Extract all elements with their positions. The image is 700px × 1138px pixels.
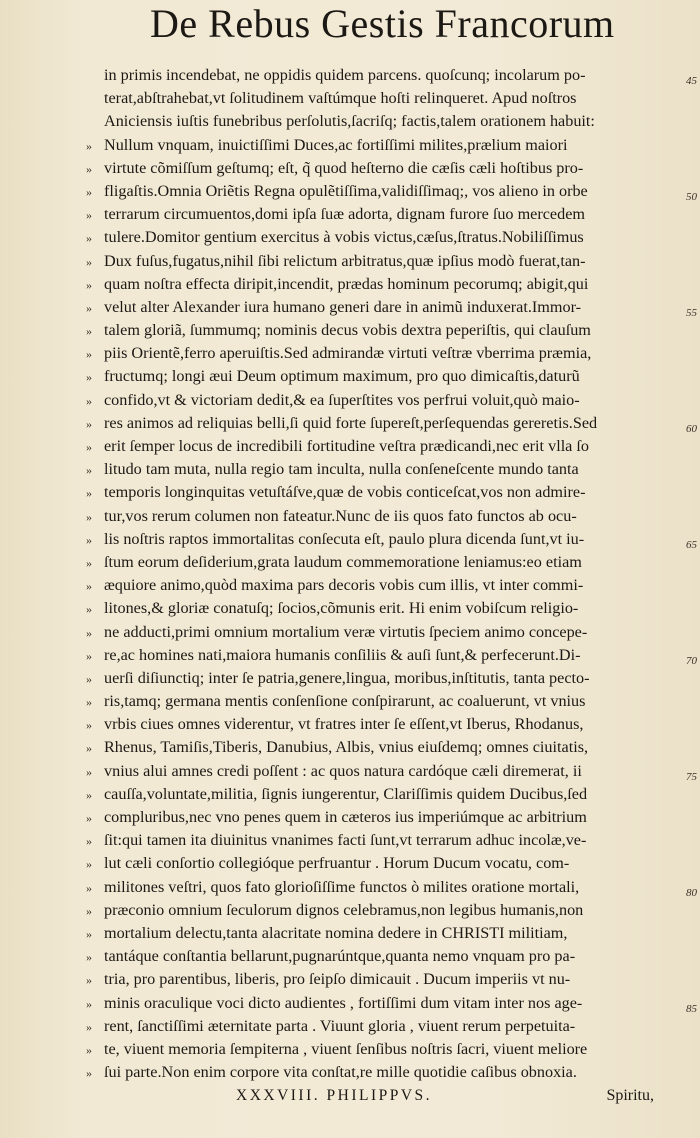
text-line [86, 528, 697, 551]
text-line [86, 667, 682, 690]
line-text: in primis incendebat, ne oppidis quidem parcens. quoſcunq; incolarum po- [104, 66, 586, 84]
line-text: compluribus,nec vno penes quem in cæteros ius imperiúmque ac arbitrium [104, 808, 587, 826]
quotation-mark: » [86, 138, 92, 153]
section-heading-line [86, 1084, 682, 1107]
line-text: confido,vt & victoriam dedit,& ea ſuperſtites vos perfrui voluit,quò maio- [104, 390, 580, 409]
quotation-mark: » [86, 1066, 92, 1081]
text-line [86, 992, 697, 1015]
line-text: tria, pro parentibus, liberis, pro ſeipſo dimicauit . Ducum imperiis vt nu- [104, 970, 571, 989]
quotation-mark: » [86, 324, 92, 339]
quotation-mark: » [86, 880, 92, 895]
quotation-mark: » [86, 695, 92, 710]
line-text: minis oraculique voci dicto audientes , fortiſſimi dum vitam inter nos age- [104, 993, 583, 1012]
quotation-mark: » [86, 532, 92, 547]
text-line [86, 783, 682, 806]
text-line [86, 134, 682, 157]
text-line [86, 644, 697, 667]
text-line [86, 64, 697, 87]
line-text: virtute cõmiſſum geſtumq; eſt, q̃ quod heſterno die cæſis cæli hoſtibus pro- [104, 158, 584, 177]
quotation-mark: » [86, 579, 92, 594]
text-line [86, 319, 682, 342]
margin-line-number: 70 [686, 654, 697, 667]
quotation-mark: » [86, 973, 92, 988]
text-line [86, 829, 682, 852]
text-line [86, 551, 682, 574]
line-text: rent, ſanctiſſimi æternitate parta . Viuunt gloria , viuent rerum perpetuita- [104, 1016, 576, 1035]
text-line [86, 968, 682, 991]
line-text: res animos ad reliquias belli,ſi quid forte ſupereſt,perſequendas gereretis.Sed [104, 413, 598, 432]
text-line [86, 922, 682, 945]
line-text: ſit:qui tamen ita diuinitus vnanimes facti ſunt,vt terrarum adhuc incolæ,ve- [104, 831, 587, 850]
text-line [86, 876, 697, 899]
text-line [86, 760, 697, 783]
margin-line-number: 55 [686, 306, 697, 319]
line-text: vrbis ciues omnes viderentur, vt fratres inter ſe eſſent,vt Iberus, Rhodanus, [104, 715, 584, 734]
quotation-mark: » [86, 718, 92, 733]
quotation-mark: » [86, 648, 92, 663]
text-line [86, 1015, 682, 1038]
text-line [86, 273, 682, 296]
quotation-mark: » [86, 300, 92, 315]
line-text: ſui parte.Non enim corpore vita conſtat,re mille quotidie caſibus obnoxia. [104, 1063, 577, 1082]
line-text: Rhenus, Tamiſis,Tiberis, Danubius, Albis, vnius eiuſdemq; omnes ciuitatis, [104, 738, 589, 757]
line-text: Aniciensis iuſtis funebribus perſolutis,ſacriſq; factis,talem orationem habuit: [104, 112, 595, 131]
line-text: velut alter Alexander iura humano generi dare in animũ induxerat.Immor- [104, 297, 582, 316]
text-line [86, 736, 682, 759]
line-text: terrarum circumuentos,domi ipſa ſuæ adorta, dignam furore ſuo mercedem [104, 205, 585, 224]
line-text: ne adducti,primi omnium mortalium veræ virtutis ſpeciem animo concepe- [104, 622, 588, 641]
margin-line-number: 65 [686, 538, 697, 551]
text-line [86, 412, 697, 435]
margin-line-number: 45 [686, 75, 697, 87]
quotation-mark: » [86, 996, 92, 1011]
line-text: Nullum vnquam, inuictiſſimi Duces,ac fortiſſimi milites,prælium maiori [104, 135, 568, 154]
text-line [86, 389, 682, 412]
quotation-mark: » [86, 254, 92, 269]
quotation-mark: » [86, 926, 92, 941]
text-line [86, 945, 682, 968]
quotation-mark: » [86, 625, 92, 640]
line-text: præconio omnium ſeculorum dignos celebramus,non legibus humanis,non [104, 900, 584, 919]
quotation-mark: » [86, 555, 92, 570]
quotation-mark: » [86, 393, 92, 408]
line-text: lut cæli conſortio collegióque perfruantur . Horum Ducum vocatu, com- [104, 854, 570, 873]
quotation-mark: » [86, 440, 92, 454]
line-text: re,ac homines nati,maiora humanis conſiliis & auſi ſunt,& perfecerunt.Di- [104, 645, 581, 664]
text-line [86, 1038, 682, 1061]
line-text: quam noſtra effecta diripit,incendit, prædas hominum pecorumq; abigit,qui [104, 274, 589, 293]
quotation-mark: » [86, 903, 92, 918]
quotation-mark: » [86, 602, 92, 617]
catchword: Spiritu, [606, 1087, 654, 1105]
text-line [86, 296, 697, 319]
text-line [86, 87, 682, 110]
quotation-mark: » [86, 764, 92, 779]
text-line [86, 574, 682, 597]
quotation-mark: » [86, 463, 92, 478]
text-line [86, 505, 682, 528]
margin-line-number: 85 [686, 1002, 697, 1015]
text-line [86, 458, 682, 481]
quotation-mark: » [86, 416, 92, 431]
quotation-mark: » [86, 208, 92, 223]
section-heading: XXXVIII. PHILIPPVS. [236, 1087, 433, 1105]
line-text: cauſſa,voluntate,militia, ſignis iungerentur, Clariſſimis quidem Ducibus,ſed [104, 784, 588, 803]
line-text: militones veſtri, quos fato glorioſiſſime functos ò milites oratione mortali, [104, 877, 580, 896]
quotation-mark: » [86, 161, 92, 176]
text-line [86, 110, 682, 133]
line-text: uerſi diſiunctiq; inter ſe patria,genere,lingua, moribus,inſtitutis, tanta pecto- [104, 668, 590, 687]
margin-line-number: 80 [686, 886, 697, 899]
line-text: mortalium delectu,tanta alacritate nomina dedere in CHRISTI militiam, [104, 923, 568, 942]
quotation-mark: » [86, 1042, 92, 1057]
line-text: talem gloriã, ſummumq; nominis decus vobis dextra peperiſtis, qui clauſum [104, 321, 591, 340]
line-text: litones,& gloriæ conatuſq; ſocios,cõmunis erit. Hi enim vobiſcum religio- [104, 599, 579, 618]
text-line [86, 713, 682, 736]
quotation-mark: » [86, 741, 92, 756]
line-text: tur,vos rerum columen non fateatur.Nunc de iis quos fato functos ab ocu- [104, 506, 577, 525]
line-text: temporis longinquitas vetuſtáſve,quæ de vobis conticeſcat,vos non admire- [104, 483, 586, 502]
line-text: æquiore animo,quòd maxima pars decoris vobis cum illis, vt inter commi- [104, 576, 584, 595]
margin-line-number: 50 [686, 190, 697, 203]
running-head: De Rebus Gestis Francorum [150, 1, 615, 46]
text-line [86, 597, 682, 620]
quotation-mark: » [86, 486, 92, 501]
quotation-mark: » [86, 231, 92, 246]
quotation-mark: » [86, 787, 92, 802]
line-text: ſtum eorum deſiderium,grata laudum commemoratione leniamus:eo etiam [104, 552, 582, 571]
line-text: fligaſtis.Omnia Oriẽtis Regna opulẽtiſſima,validiſſimaq;, vos alieno in orbe [104, 181, 588, 200]
margin-line-number: 60 [686, 422, 697, 435]
line-text: erit ſemper locus de incredibili fortitudine veſtra prædicandi,nec erit vlla ſo [104, 437, 590, 455]
line-text: ris,tamq; germana mentis conſenſione conſpirarunt, ac coaluerunt, vt vnius [104, 692, 586, 711]
quotation-mark: » [86, 347, 92, 362]
quotation-mark: » [86, 370, 92, 385]
text-line [86, 481, 682, 504]
quotation-mark: » [86, 184, 92, 199]
text-line [86, 435, 682, 458]
text-line [86, 806, 682, 829]
quotation-mark: » [86, 509, 92, 524]
text-line [86, 250, 682, 273]
line-text: lis noſtris raptos immortalitas conſecuta eſt, paulo plura dicenda ſunt,vt iu- [104, 529, 585, 548]
quotation-mark: » [86, 277, 92, 292]
text-line [86, 180, 697, 203]
line-text: piis Orientẽ,ferro aperuiſtis.Sed admirandæ virtuti veſtræ vberrima præmia, [104, 344, 592, 363]
text-line [86, 690, 682, 713]
line-text: terat,abſtrahebat,vt ſolitudinem vaſtúmque hoſti relinqueret. Apud noſtros [104, 89, 577, 108]
line-text: fructumq; longi æui Deum optimum maximum, pro quo dimicaſtis,daturũ [104, 367, 580, 386]
quotation-mark: » [86, 950, 92, 965]
line-text: tantáque conſtantia bellarunt,pugnarúntque,quanta nemo vnquam pro pa- [104, 947, 576, 966]
quotation-mark: » [86, 811, 92, 825]
margin-line-number: 75 [686, 770, 697, 783]
line-text: litudo tam muta, nulla regio tam inculta, nulla conſeneſcente mundo tanta [104, 460, 579, 479]
text-line [86, 1061, 682, 1084]
text-line [86, 899, 682, 922]
text-line [86, 226, 682, 249]
text-line [86, 365, 682, 388]
quotation-mark: » [86, 857, 92, 872]
text-line [86, 203, 682, 226]
text-line [86, 157, 682, 180]
quotation-mark: » [86, 1019, 92, 1034]
line-text: tulere.Domitor gentium exercitus à vobis victus,cæſus,ſtratus.Nobiliſſimus [104, 228, 584, 247]
line-text: te, viuent memoria ſempiterna , viuent ſenſibus noſtris ſacri, viuent meliore [104, 1039, 588, 1058]
body-text [86, 64, 697, 1107]
quotation-mark: » [86, 671, 92, 686]
line-text: vnius alui amnes credi poſſent : ac quos natura cardóque cæli diremerat, ii [104, 761, 582, 780]
line-text: Dux fuſus,fugatus,nihil ſibi relictum arbitratus,quæ ipſius modò fuerat,tan- [104, 251, 586, 270]
text-line [86, 621, 682, 644]
text-line [86, 852, 682, 875]
quotation-mark: » [86, 834, 92, 849]
text-line [86, 342, 682, 365]
